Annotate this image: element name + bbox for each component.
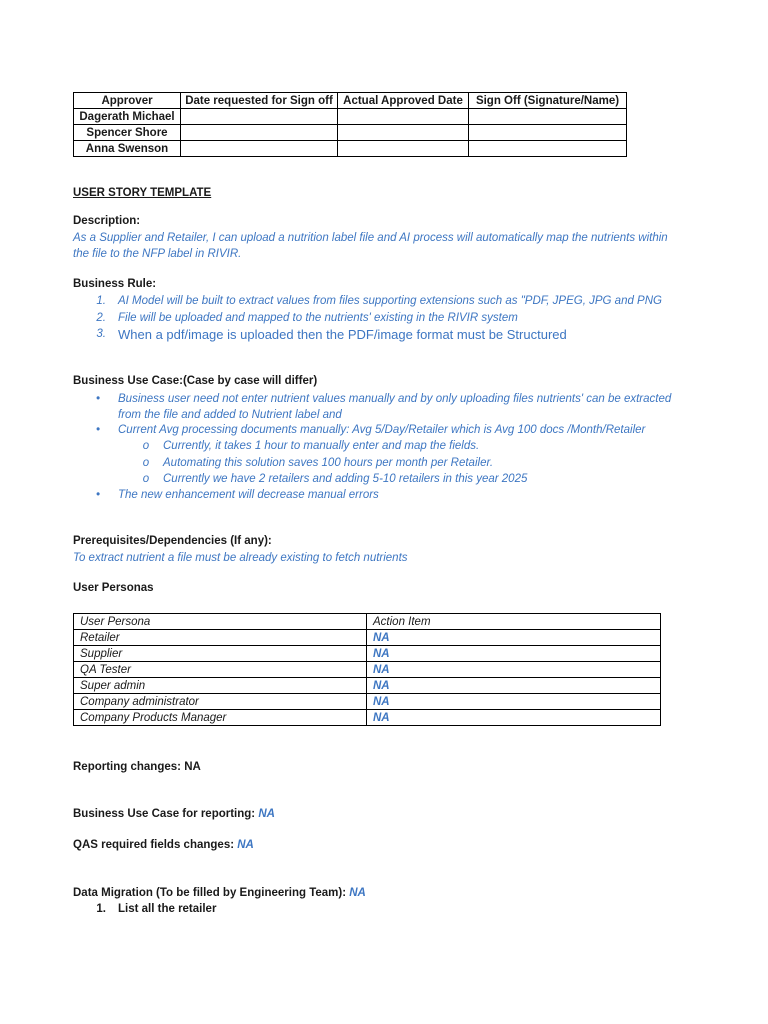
action-cell: NA [367, 662, 661, 678]
bullet-icon: • [95, 424, 101, 436]
persona-cell: Super admin [74, 678, 367, 694]
qas-changes [73, 839, 254, 851]
personas-heading: User Personas [73, 582, 154, 594]
data-migration [73, 887, 366, 899]
approved-date-cell [338, 109, 469, 125]
business-rule-heading: Business Rule: [73, 278, 157, 290]
approval-col-date-requested: Date requested for Sign off [181, 93, 338, 109]
action-cell: NA [367, 646, 661, 662]
action-cell: NA [367, 630, 661, 646]
date-requested-cell [181, 109, 338, 125]
description-line-1: As a Supplier and Retailer, I can upload a nutrition label file and AI process will automatically map the nutrients within [73, 232, 668, 244]
bullet-text: Business user need not enter nutrient values manually and by only uploading files nutrients' can be extracted [118, 393, 672, 405]
sub-bullet-text: Currently we have 2 retailers and adding 5-10 retailers in this year 2025 [163, 473, 528, 485]
list-number: 3. [96, 328, 106, 340]
table-row [74, 710, 661, 726]
list-text: AI Model will be built to extract values from files supporting extensions such as "PDF, JPEG, JPG and PNG [118, 295, 662, 307]
action-cell: NA [367, 694, 661, 710]
document-title: USER STORY TEMPLATE [73, 187, 212, 199]
list-number: 1. [96, 295, 106, 307]
personas-table [73, 613, 661, 726]
sub-bullet-icon: o [142, 440, 150, 452]
persona-cell: QA Tester [74, 662, 367, 678]
sub-bullet-text: Currently, it takes 1 hour to manually enter and map the fields. [163, 440, 480, 452]
personas-header-row [74, 614, 661, 630]
use-case-reporting-value: NA [258, 808, 275, 820]
approval-header-row [74, 93, 627, 109]
persona-cell: Supplier [74, 646, 367, 662]
list-text: When a pdf/image is uploaded then the PDF/image format must be Structured [118, 327, 567, 342]
qas-changes-value: NA [237, 839, 254, 851]
description-heading: Description: [73, 215, 141, 227]
table-row [74, 694, 661, 710]
prereq-heading: Prerequisites/Dependencies (If any): [73, 535, 272, 547]
reporting-changes [73, 761, 201, 773]
sub-bullet-icon: o [142, 473, 150, 485]
qas-changes-label: QAS required fields changes: [73, 839, 238, 851]
bullet-text: The new enhancement will decrease manual errors [118, 489, 379, 501]
sub-bullet-icon: o [142, 457, 150, 469]
list-text: List all the retailer [118, 903, 217, 915]
approval-col-approved-date: Actual Approved Date [338, 93, 469, 109]
approval-col-signoff: Sign Off (Signature/Name) [469, 93, 627, 109]
persona-cell: Retailer [74, 630, 367, 646]
data-migration-label: Data Migration (To be filled by Engineering Team): [73, 887, 350, 899]
data-migration-value: NA [349, 887, 366, 899]
action-cell: NA [367, 678, 661, 694]
bullet-icon: • [95, 393, 101, 405]
signoff-cell [469, 109, 627, 125]
approval-row [74, 141, 627, 157]
table-row [74, 662, 661, 678]
prereq-text: To extract nutrient a file must be already existing to fetch nutrients [73, 552, 408, 564]
approval-row [74, 125, 627, 141]
table-row [74, 646, 661, 662]
persona-cell: Company administrator [74, 694, 367, 710]
use-case-reporting-label: Business Use Case for reporting: [73, 808, 259, 820]
signoff-cell [469, 125, 627, 141]
date-requested-cell [181, 141, 338, 157]
approval-table [73, 92, 627, 157]
reporting-changes-value: NA [184, 761, 201, 773]
approval-row [74, 109, 627, 125]
sub-bullet-text: Automating this solution saves 100 hours per month per Retailer. [163, 457, 494, 469]
use-case-heading: Business Use Case:(Case by case will differ) [73, 375, 318, 387]
action-cell: NA [367, 710, 661, 726]
list-number: 1. [96, 903, 106, 915]
bullet-icon: • [95, 489, 101, 501]
approver-name: Anna Swenson [74, 141, 181, 157]
description-line-2: the file to the NFP label in RIVIR. [73, 248, 242, 260]
signoff-cell [469, 141, 627, 157]
use-case-bullet-1-cont: from the file and added to Nutrient label and [118, 409, 342, 421]
bullet-text: Current Avg processing documents manually: Avg 5/Day/Retailer which is Avg 100 docs /Month/Retailer [118, 424, 646, 436]
action-col-header: Action Item [367, 614, 661, 630]
approver-name: Spencer Shore [74, 125, 181, 141]
use-case-reporting [73, 808, 275, 820]
approver-name: Dagerath Michael [74, 109, 181, 125]
reporting-changes-label: Reporting changes: [73, 761, 185, 773]
list-text: File will be uploaded and mapped to the nutrients' existing in the RIVIR system [118, 312, 518, 324]
approved-date-cell [338, 141, 469, 157]
table-row [74, 678, 661, 694]
date-requested-cell [181, 125, 338, 141]
table-row [74, 630, 661, 646]
approved-date-cell [338, 125, 469, 141]
persona-cell: Company Products Manager [74, 710, 367, 726]
persona-col-header: User Persona [74, 614, 367, 630]
list-number: 2. [96, 312, 106, 324]
approval-col-approver: Approver [74, 93, 181, 109]
